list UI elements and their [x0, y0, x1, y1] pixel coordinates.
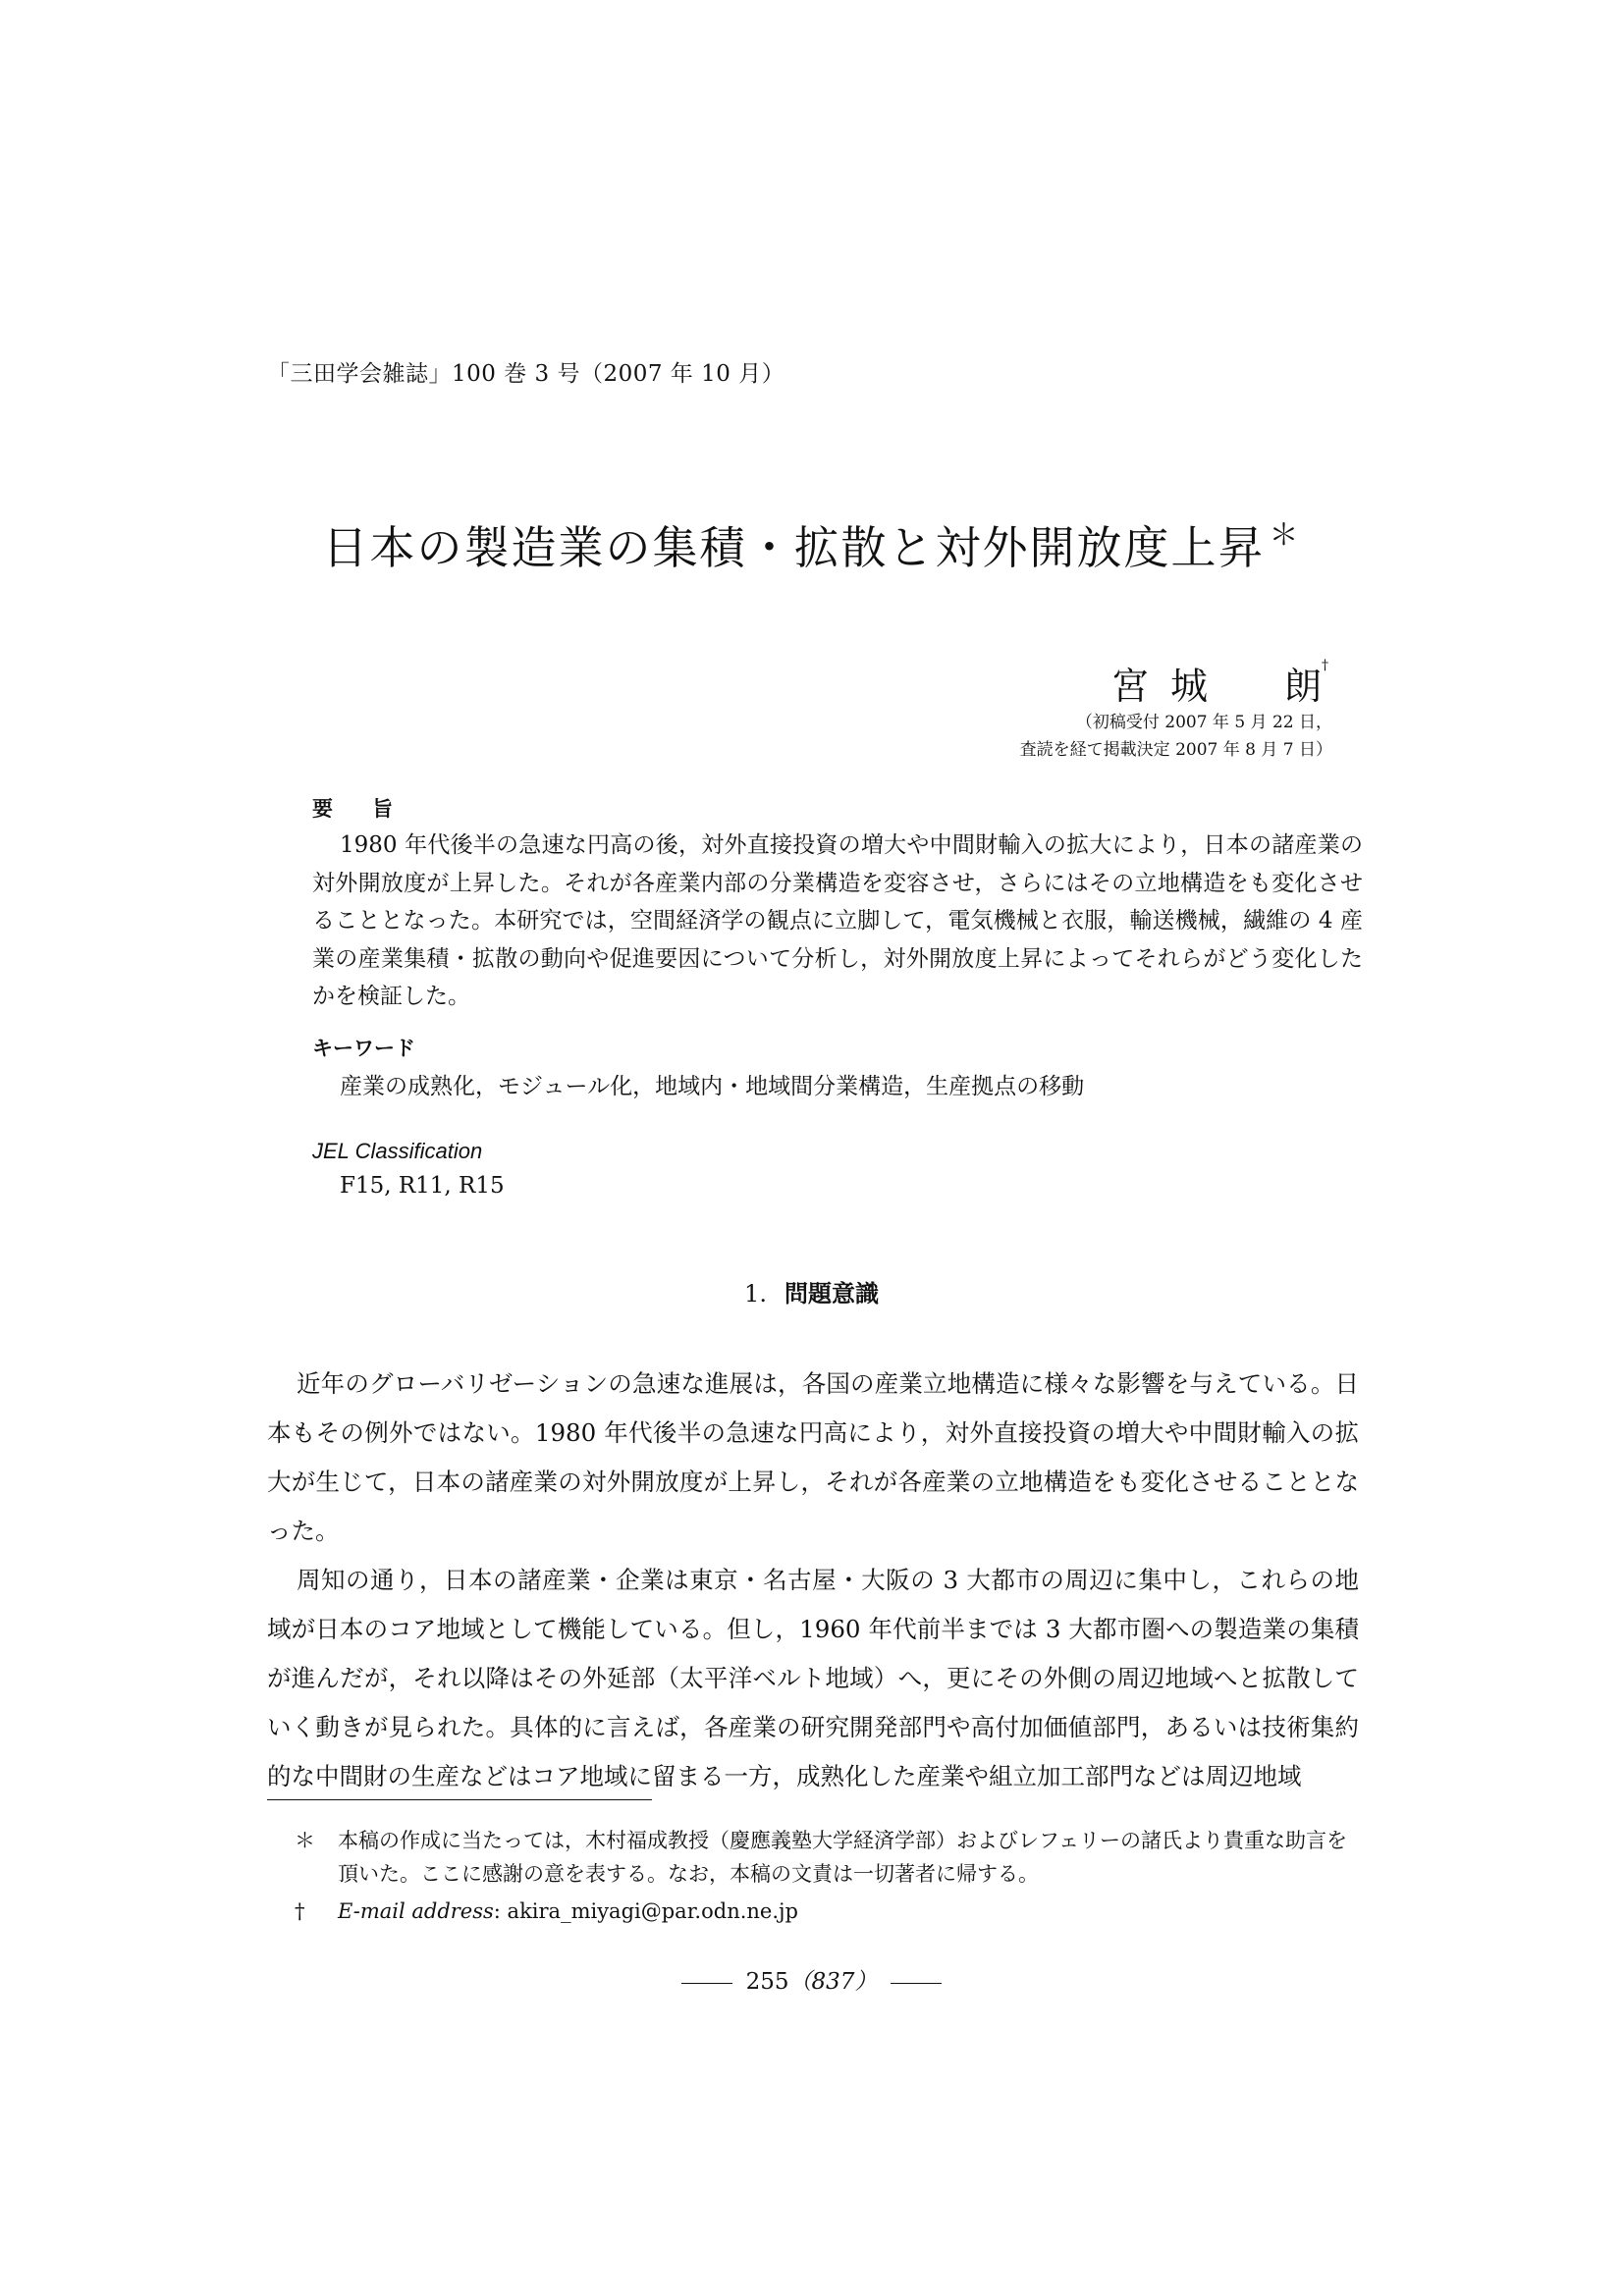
jel-codes: F15, R11, R15: [340, 1173, 505, 1199]
author-char-3: 朗: [1283, 665, 1322, 708]
author-footnote-mark: †: [1322, 658, 1328, 673]
received-date: （初稿受付 2007 年 5 月 22 日，: [1075, 713, 1332, 732]
page-number: [0, 1963, 1623, 1996]
page-original-number: （837）: [788, 1969, 878, 1995]
paper-title: [0, 512, 1623, 577]
journal-header: 「三田学会雑誌」100 巻 3 号（2007 年 10 月）: [267, 361, 785, 387]
submission-dates: [1020, 709, 1332, 764]
section-title: 問題意識: [784, 1279, 879, 1308]
email-address: : akira_miyagi@par.odn.ne.jp: [493, 1899, 798, 1923]
author-name: [1111, 656, 1328, 710]
accepted-date: 査読を経て掲載決定 2007 年 8 月 7 日）: [1019, 740, 1332, 760]
jel-label: JEL Classification: [312, 1139, 483, 1163]
paper-title-text: 日本の製造業の集積・拡散と対外開放度上昇: [322, 521, 1266, 574]
footnote-mark: †: [295, 1899, 305, 1923]
body-paragraph: 近年のグローバリゼーションの急速な進展は，各国の産業立地構造に様々な影響を与えている。日本もその例外ではない。1980 年代後半の急速な円高により，対外直接投資の増大や中間財輸入の拡大が生じて，日本の諸産業の対外開放度が上昇し，それが各産業の立地構造をも変化させることとなった。: [267, 1369, 1359, 1545]
email-label: E-mail address: [338, 1899, 494, 1923]
footnote-email: [295, 1895, 1365, 1928]
author-char-2: 城: [1169, 665, 1208, 708]
title-footnote-mark: ＊: [1269, 518, 1301, 553]
page-dash-right: [891, 1983, 942, 1984]
keywords-text: 産業の成熟化，モジュール化，地域内・地域間分業構造，生産拠点の移動: [340, 1074, 1085, 1099]
footnote-mark: ＊: [295, 1829, 315, 1852]
body-paragraph: 周知の通り，日本の諸産業・企業は東京・名古屋・大阪の 3 大都市の周辺に集中し，これらの地域が日本のコア地域として機能している。但し，1960 年代前半までは 3 大都市圏への製造業の集積が進んだが，それ以降はその外延部（太平洋ベルト地域）へ，更にその外側の周辺地域へと拡散していく動きが見られた。具体的に言えば，各産業の研究開発部門や高付加価値部門，あるいは技術集約的な中間財の生産などはコア地域に留まる一方，成熟化した産業や組立加工部門などは周辺地域: [267, 1566, 1359, 1790]
footnote-divider: [267, 1799, 652, 1800]
abstract-label: 要旨: [312, 797, 432, 821]
author-char-1: 宮: [1110, 665, 1149, 708]
keywords-label: キーワード: [312, 1037, 415, 1060]
abstract-text: 1980 年代後半の急速な円高の後，対外直接投資の増大や中間財輸入の拡大により，日本の諸産業の対外開放度が上昇した。それが各産業内部の分業構造を変容させ，さらにはその立地構造をも変化させることとなった。本研究では，空間経済学の観点に立脚して，電気機械と衣服，輸送機械，繊維の 4 産業の産業集積・拡散の動向や促進要因について分析し，対外開放度上昇によってそれらがどう変化したかを検証した。: [312, 832, 1363, 1009]
section-heading: [0, 1274, 1623, 1308]
footnote-text: 本稿の作成に当たっては，木村福成教授（慶應義塾大学経済学部）およびレフェリーの諸氏より貴重な助言を頂いた。ここに感謝の意を表する。なお，本稿の文責は一切著者に帰する。: [338, 1829, 1347, 1886]
page-dash-left: [681, 1983, 732, 1984]
page-number-value: 255: [745, 1969, 789, 1995]
footnote-acknowledgement: [295, 1824, 1365, 1891]
section-number: 1.: [744, 1280, 767, 1308]
